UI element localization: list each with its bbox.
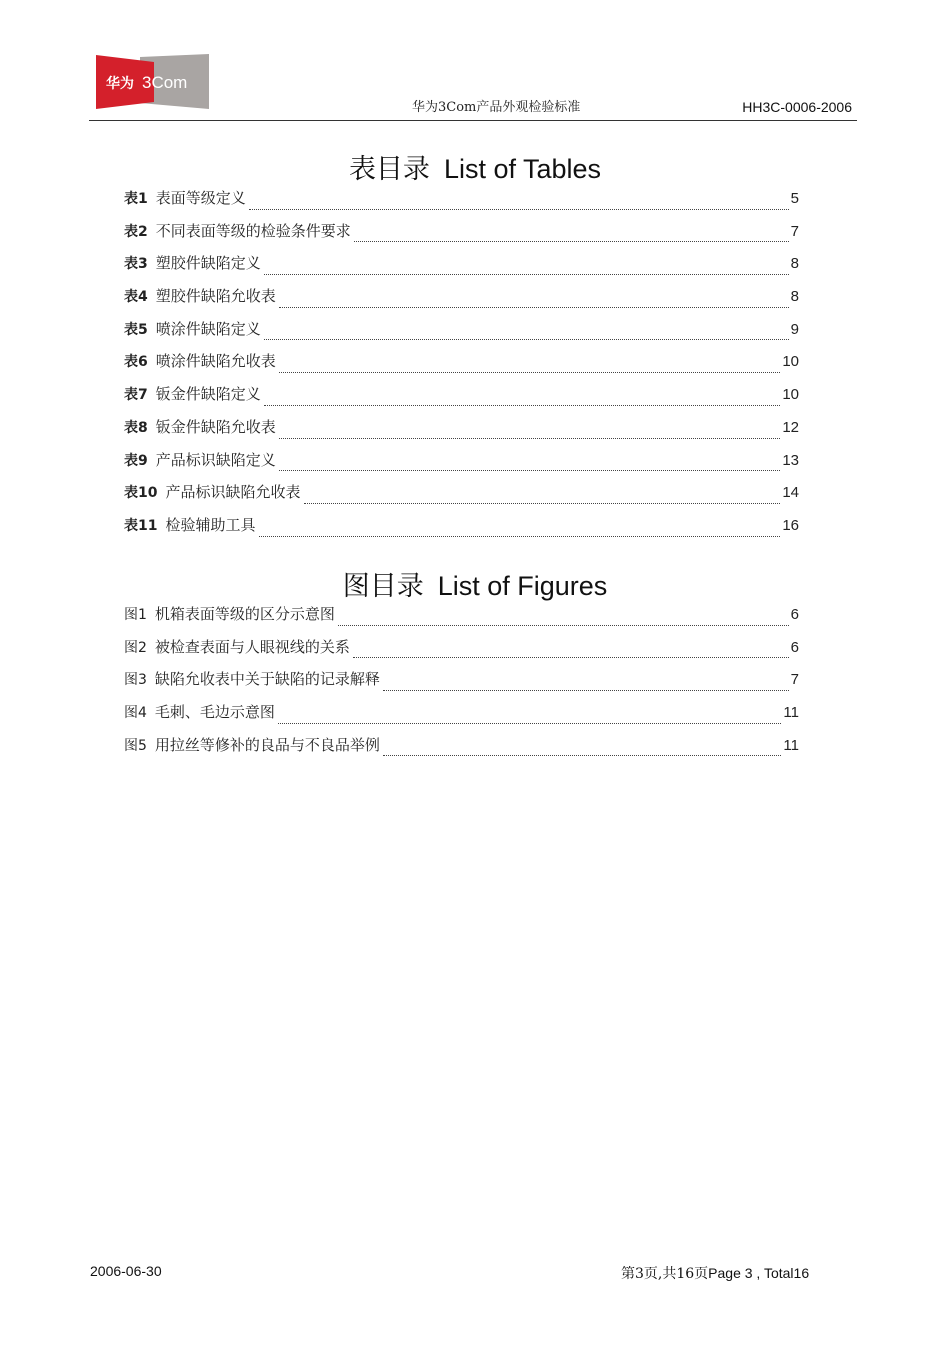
table-toc-entry[interactable] <box>124 514 799 547</box>
table-toc-title: 不同表面等级的检验条件要求 <box>155 221 351 240</box>
svg-text:3Com: 3Com <box>142 73 188 92</box>
table-toc-page-number: 10 <box>782 386 799 404</box>
table-toc-page-number: 7 <box>790 222 799 240</box>
figure-toc-entry[interactable] <box>124 701 799 734</box>
table-toc-label: 表1 <box>124 191 148 207</box>
figures-toc-list <box>124 603 799 766</box>
dot-leader <box>249 208 789 210</box>
table-toc-title: 产品标识缺陷允收表 <box>165 483 301 502</box>
table-toc-entry[interactable] <box>124 318 799 351</box>
table-toc-page-number: 8 <box>790 288 799 306</box>
dot-leader <box>264 273 789 275</box>
figure-toc-label: 图4 <box>124 705 147 722</box>
footer-page-number <box>621 1263 809 1283</box>
table-toc-label: 表11 <box>124 517 158 534</box>
table-toc-entry[interactable] <box>124 481 799 514</box>
figure-toc-title: 用拉丝等修补的良品与不良品举例 <box>154 735 380 754</box>
huawei-3com-logo <box>96 54 209 109</box>
document-title: 华为3Com产品外观检验标准 <box>412 100 581 115</box>
figure-toc-entry[interactable] <box>124 668 799 701</box>
figure-toc-label: 图3 <box>124 672 147 689</box>
list-of-tables-heading-cn: 表目录 <box>348 154 430 185</box>
table-toc-label: 表9 <box>124 452 148 469</box>
tables-toc-list <box>124 187 799 547</box>
figure-toc-page-number: 7 <box>790 671 799 689</box>
table-toc-page-number: 14 <box>782 484 799 502</box>
dot-leader <box>279 437 781 439</box>
table-toc-label: 表5 <box>124 321 148 338</box>
table-toc-title: 塑胶件缺陷定义 <box>155 254 261 273</box>
figure-toc-entry[interactable] <box>124 603 799 636</box>
figure-toc-page-number: 11 <box>783 736 799 754</box>
dot-leader <box>354 240 789 242</box>
table-toc-page-number: 9 <box>790 320 799 338</box>
table-toc-entry[interactable] <box>124 449 799 482</box>
dot-leader <box>278 722 781 724</box>
table-toc-page-number: 16 <box>782 516 799 534</box>
list-of-figures-heading-en: List of Figures <box>437 571 608 601</box>
dot-leader <box>383 754 781 756</box>
table-toc-title: 塑胶件缺陷允收表 <box>155 287 276 306</box>
figure-toc-page-number: 11 <box>783 704 799 722</box>
table-toc-label: 表8 <box>124 419 148 436</box>
table-toc-entry[interactable] <box>124 350 799 383</box>
figure-toc-entry[interactable] <box>124 734 799 767</box>
dot-leader <box>338 624 789 626</box>
table-toc-title: 喷涂件缺陷定义 <box>155 319 261 338</box>
dot-leader <box>259 535 781 537</box>
table-toc-page-number: 12 <box>782 418 799 436</box>
table-toc-entry[interactable] <box>124 252 799 285</box>
table-toc-title: 喷涂件缺陷允收表 <box>155 352 276 371</box>
table-toc-label: 表4 <box>124 289 148 306</box>
table-toc-label: 表6 <box>124 354 148 371</box>
table-toc-title: 产品标识缺陷定义 <box>155 450 276 469</box>
document-code: HH3C-0006-2006 <box>742 99 852 115</box>
header-divider <box>89 120 857 121</box>
figure-toc-page-number: 6 <box>790 638 799 656</box>
figure-toc-title: 毛刺、毛边示意图 <box>154 703 275 722</box>
figure-toc-label: 图2 <box>124 639 147 656</box>
dot-leader <box>353 656 789 658</box>
table-toc-title: 钣金件缺陷定义 <box>155 385 261 404</box>
table-toc-page-number: 13 <box>782 451 799 469</box>
table-toc-label: 表2 <box>124 223 148 240</box>
dot-leader <box>279 306 789 308</box>
table-toc-entry[interactable] <box>124 416 799 449</box>
figure-toc-entry[interactable] <box>124 636 799 669</box>
table-toc-title: 检验辅助工具 <box>165 515 256 534</box>
footer-page-cn: 第3页,共16页 <box>621 1266 709 1282</box>
dot-leader <box>383 689 789 691</box>
table-toc-title: 钣金件缺陷允收表 <box>155 417 276 436</box>
figure-toc-title: 机箱表面等级的区分示意图 <box>154 605 335 623</box>
figure-toc-title: 被检查表面与人眼视线的关系 <box>154 637 350 656</box>
list-of-figures-heading <box>0 564 950 603</box>
table-toc-label: 表10 <box>124 485 158 502</box>
list-of-tables-heading <box>0 147 950 186</box>
figure-toc-page-number: 6 <box>790 606 799 623</box>
footer-page-en: Page 3 , Total16 <box>708 1265 810 1281</box>
dot-leader <box>279 371 781 373</box>
dot-leader <box>264 404 781 406</box>
dot-leader <box>264 338 789 340</box>
figure-toc-label: 图1 <box>124 607 147 623</box>
table-toc-page-number: 8 <box>790 255 799 273</box>
dot-leader <box>279 469 781 471</box>
svg-text:华为: 华为 <box>106 76 134 92</box>
table-toc-entry[interactable] <box>124 383 799 416</box>
figure-toc-title: 缺陷允收表中关于缺陷的记录解释 <box>154 670 380 689</box>
list-of-figures-heading-cn: 图目录 <box>342 571 424 602</box>
figure-toc-label: 图5 <box>124 737 147 754</box>
table-toc-label: 表7 <box>124 387 148 404</box>
table-toc-page-number: 5 <box>790 190 799 207</box>
table-toc-entry[interactable] <box>124 220 799 253</box>
table-toc-entry[interactable] <box>124 187 799 220</box>
list-of-tables-heading-en: List of Tables <box>443 154 602 184</box>
table-toc-page-number: 10 <box>782 353 799 371</box>
table-toc-entry[interactable] <box>124 285 799 318</box>
table-toc-label: 表3 <box>124 256 148 273</box>
footer-date: 2006-06-30 <box>90 1263 162 1279</box>
table-toc-title: 表面等级定义 <box>155 189 246 207</box>
dot-leader <box>304 502 781 504</box>
